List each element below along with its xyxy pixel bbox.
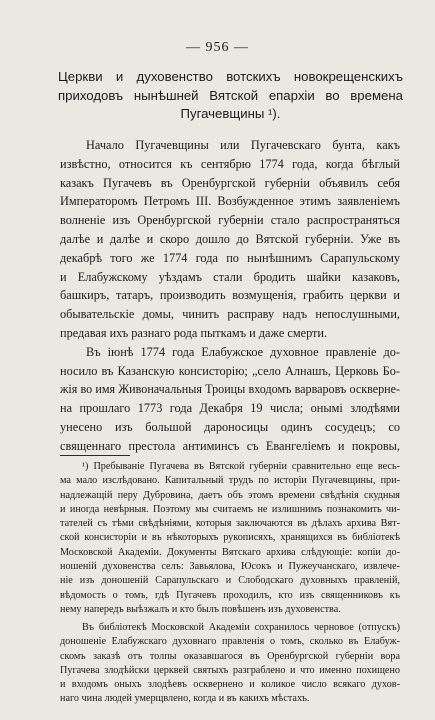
footnote-line: нему напередъ выѣзжалъ и кто былъ повѣшенъ изъ духовенства. — [60, 603, 341, 615]
body-line: унесено изъ большой дароносицы одинъ сосудецъ; со — [60, 419, 400, 434]
footnote-line: ской консисторіи и въ нѣкоторыхъ рукописяхъ, хранящихся въ библіотекѣ — [60, 532, 400, 544]
body-line: Въ іюнѣ 1774 года Елабужское духовное правленіе до- — [86, 344, 400, 359]
body-text — [60, 136, 400, 456]
body-line: башкиръ, татаръ, производить возмущенія, грабить церкви и — [60, 288, 400, 303]
body-line: жія во имя Живоначальныя Троицы входомъ варваровъ оскверне- — [60, 382, 400, 397]
body-line: предавая ихъ разнаго рода пыткамъ и даже смерти. — [60, 325, 328, 340]
body-line: священнаго престола антиминсъ съ Евангеліемъ и покровы, — [60, 438, 400, 453]
footnote-line: скомъ заказѣ отъ толпы оказавшагося въ Оренбургской губерніи вора — [60, 650, 400, 662]
body-line: декабрѣ того же 1774 года по нынѣшнимъ Сарапульскому — [60, 250, 400, 265]
body-line: казакъ Пугачевъ въ Оренбургской губерніи объявилъ себя — [60, 175, 400, 190]
footnote-2 — [60, 621, 400, 707]
footnote-line: и иногда невѣрныя. Поэтому мы считаемъ не излишнимъ познакомить чи- — [60, 503, 400, 515]
footnote-line: надлежащій перу Дубровина, даетъ объ этомъ времени свѣдѣнія скудныя — [60, 489, 400, 501]
body-line: далѣе и далѣе и скоро дошло до Вятской губерніи. Уже въ — [60, 231, 400, 246]
footnote-line: ніе изъ доношеній Сарапульскаго и Слободскаго духовныхъ правленій, — [60, 575, 400, 587]
body-line: обывательскіе домы, чинить расправу надъ непослушными, — [60, 307, 400, 322]
footnote-line: наго чина людей умерщвлено, когда и въ какихъ мѣстахъ. — [60, 693, 310, 705]
body-line: извѣстно, относится къ сентябрю 1774 года, когда бѣглый — [60, 156, 400, 171]
body-line: и Елабужскому уѣздамъ стали бродить шайки казаковъ, — [60, 269, 400, 284]
body-line: Императоромъ Петромъ III. Возбужденное этимъ заявленіемъ — [60, 194, 400, 209]
footnote-line: ношеній духовенства селъ: Завьялова, Юсокъ и Пужеучанскаго, извлече- — [60, 561, 400, 573]
body-line: носило въ Казанскую консисторію; „село Алнашъ, Церковь Бо- — [60, 363, 400, 378]
footnote-line: доношеніе Елабужскаго духовнаго правленія о томъ, сколько въ Елабуж- — [60, 636, 400, 648]
footnote-line: тателей съ тѣми свѣдѣніями, которыя заключаются въ дѣлахъ архива Вят- — [60, 518, 400, 530]
footnote-divider — [60, 455, 130, 456]
page-number: — 956 — — [186, 40, 249, 55]
footnote-line: Московской Академіи. Документы Вятскаго архива слѣдующіе: копіи до- — [60, 546, 400, 558]
body-line: на прошлаго 1773 года Декабря 19 числа; онымі злодѣями — [60, 401, 400, 416]
body-line: Начало Пугачевщины или Пугачевскаго бунта, какъ — [86, 138, 400, 152]
footnote-line: Пугачева злодѣйски церквей святыхъ разграблено и что именно похищено — [60, 664, 400, 676]
footnote-line: ¹) Пребываніе Пугачева въ Вятской губерніи сравнительно еще весь- — [82, 461, 400, 472]
body-line: волненіе изъ Оренбургской губерніи стало распространяться — [60, 213, 400, 228]
article-heading: Церкви и духовенство вотскихъ новокрещенскихъ приходовъ нынѣшней Вятской епархіи во времена Пугачевщины ¹). — [58, 69, 403, 121]
footnote-line: и входомъ оныхъ злодѣевъ осквернено и коликое число всякаго духов- — [60, 679, 400, 691]
footnote-line: вѣдомость о томъ, гдѣ Пугачевъ проходилъ, кто изъ священниковъ къ — [60, 589, 400, 601]
footnote-1 — [60, 460, 400, 617]
footnote-line: Въ библіотекѣ Московской Академіи сохранилось черновое (отпускъ) — [82, 622, 400, 633]
footnote-line: ма мало изслѣдовано. Капитальный трудъ по исторіи Пугачевщины, при- — [60, 475, 400, 487]
